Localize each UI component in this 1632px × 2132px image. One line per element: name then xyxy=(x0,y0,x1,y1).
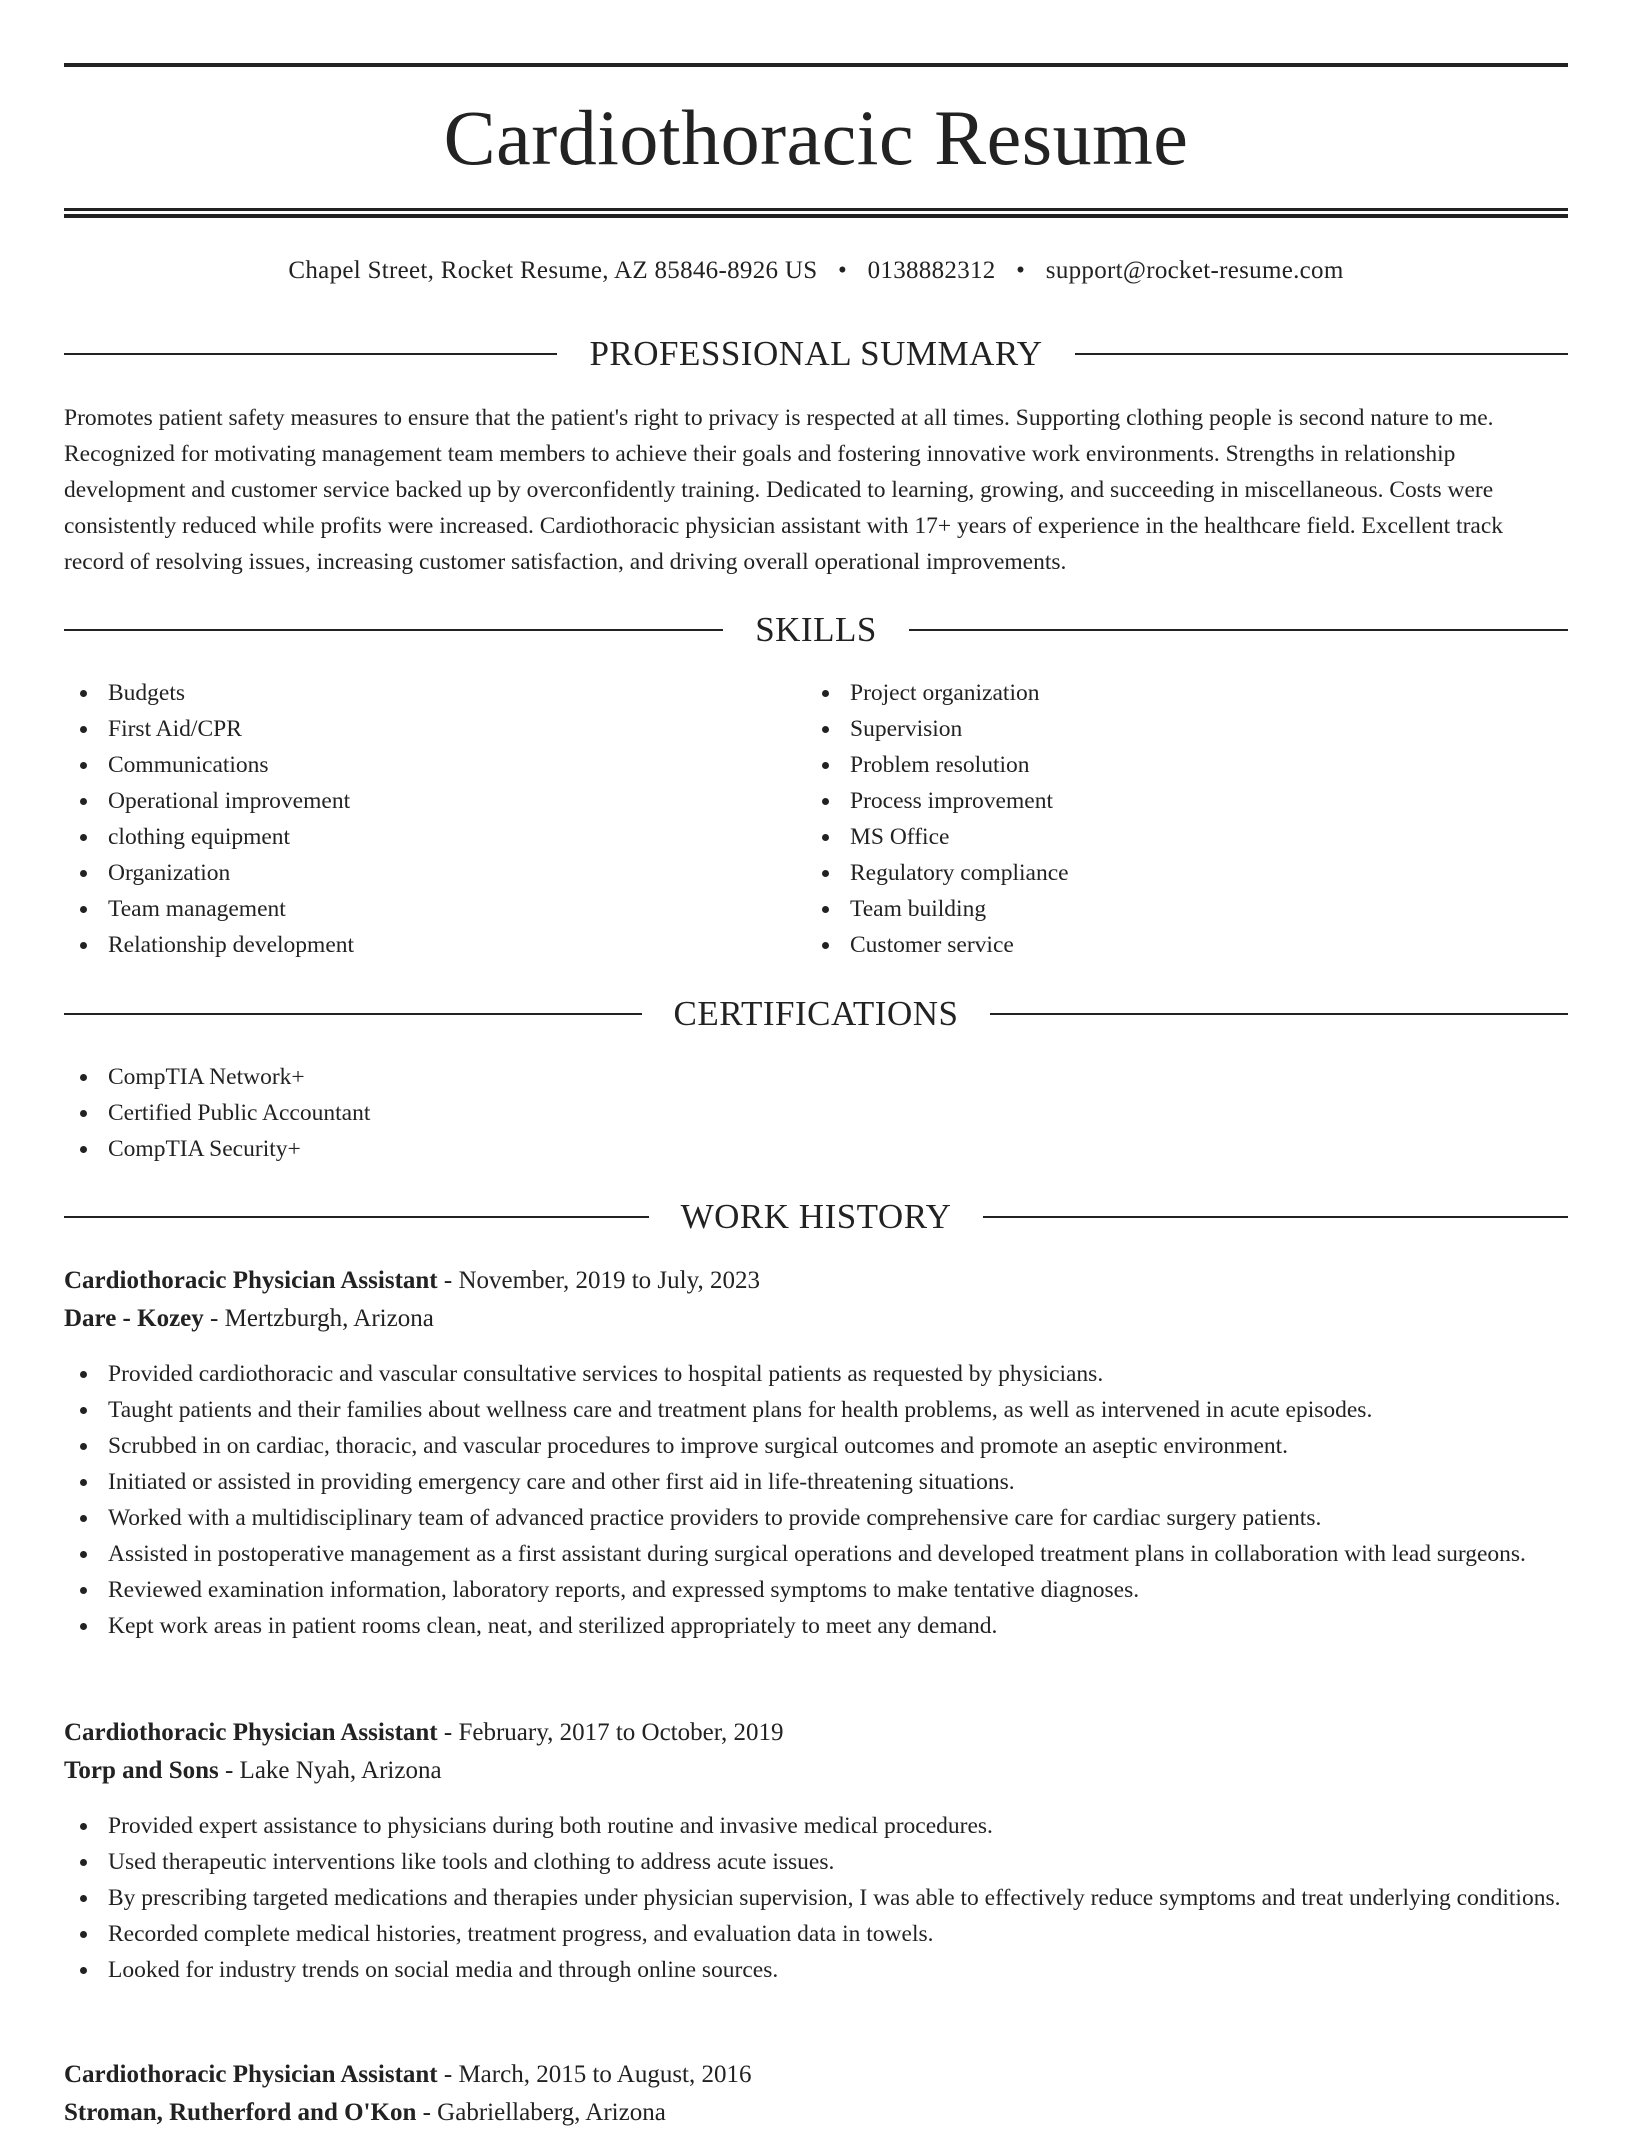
certifications-heading-label: CERTIFICATIONS xyxy=(673,994,959,1033)
skill-item: Operational improvement xyxy=(64,783,764,819)
title-double-rule xyxy=(64,208,1568,218)
skill-item: Customer service xyxy=(806,927,1506,963)
skill-item: Communications xyxy=(64,747,764,783)
contact-email[interactable]: support@rocket-resume.com xyxy=(1045,257,1344,284)
certification-item: Certified Public Accountant xyxy=(64,1095,1568,1131)
job-company-line xyxy=(64,1752,1568,1790)
certifications-heading xyxy=(64,992,1568,1036)
job-location: - Gabriellaberg, Arizona xyxy=(416,2099,666,2126)
job-entry xyxy=(64,2056,1568,2132)
job-duty-item: Scrubbed in on cardiac, thoracic, and vascular procedures to improve surgical outcomes and promote an aseptic environment. xyxy=(64,1428,1568,1464)
certifications-block xyxy=(64,1059,1568,1167)
job-duty-item: Assisted in postoperative management as a first assistant during surgical operations and developed treatment plans in collaboration with lead surgeons. xyxy=(64,1536,1568,1572)
skill-item: clothing equipment xyxy=(64,819,764,855)
skill-item: Regulatory compliance xyxy=(806,855,1506,891)
job-location: - Mertzburgh, Arizona xyxy=(203,1305,434,1332)
skill-item: First Aid/CPR xyxy=(64,711,764,747)
certification-item: CompTIA Network+ xyxy=(64,1059,1568,1095)
job-dates: - March, 2015 to August, 2016 xyxy=(437,2061,752,2088)
certification-item: CompTIA Security+ xyxy=(64,1131,1568,1167)
job-duty-item: Reviewed examination information, laboratory reports, and expressed symptoms to make tentative diagnoses. xyxy=(64,1572,1568,1608)
summary-text: Promotes patient safety measures to ensure that the patient's right to privacy is respected at all times. Supporting clothing people is second nature to me. Recognized for motivating management team members to achieve their goals and fostering innovative work environments. Strengths in relationship development and customer service backed up by overconfidently training. Dedicated to learning, growing, and succeeding in miscellaneous. Costs were consistently reduced while profits were increased. Cardiothoracic physician assistant with 17+ years of experience in the healthcare field. Excellent track record of resolving issues, increasing customer satisfaction, and driving overall operational improvements. xyxy=(64,405,1504,575)
job-title: Cardiothoracic Physician Assistant xyxy=(64,1719,438,1746)
contact-separator: • xyxy=(837,257,848,284)
skills-list-right xyxy=(806,675,1506,963)
job-duty-item: Worked with a multidisciplinary team of advanced practice providers to provide comprehensive care for cardiac surgery patients. xyxy=(64,1500,1568,1536)
summary-heading-label: PROFESSIONAL SUMMARY xyxy=(589,334,1043,373)
heading-rule-right xyxy=(990,1013,1568,1015)
job-company-line xyxy=(64,1300,1568,1338)
job-duty-item: Taught patients and their families about wellness care and treatment plans for health problems, as well as intervened in acute episodes. xyxy=(64,1392,1568,1428)
heading-rule-left xyxy=(64,629,723,631)
skill-item: Process improvement xyxy=(806,783,1506,819)
summary-heading xyxy=(64,332,1568,376)
resume-title: Cardiothoracic Resume xyxy=(443,94,1189,181)
job-duty-item: Used therapeutic interventions like tools and clothing to address acute issues. xyxy=(64,1844,1568,1880)
job-title-line xyxy=(64,2056,1568,2094)
heading-rule-left xyxy=(64,1013,642,1015)
work-history-heading-label: WORK HISTORY xyxy=(680,1197,952,1236)
skill-item: Problem resolution xyxy=(806,747,1506,783)
job-dates: - November, 2019 to July, 2023 xyxy=(437,1267,760,1294)
skill-item: Team management xyxy=(64,891,764,927)
job-duty-item: Looked for industry trends on social media and through online sources. xyxy=(64,1952,1568,1988)
skill-item: Relationship development xyxy=(64,927,764,963)
heading-rule-right xyxy=(909,629,1568,631)
job-title-line xyxy=(64,1714,1568,1752)
job-dates: - February, 2017 to October, 2019 xyxy=(437,1719,784,1746)
job-duty-item: Provided expert assistance to physicians during both routine and invasive medical procedures. xyxy=(64,1808,1568,1844)
work-history-heading xyxy=(64,1195,1568,1239)
top-rule xyxy=(64,63,1568,67)
contact-address: Chapel Street, Rocket Resume, AZ 85846-8926 US xyxy=(288,257,818,284)
skill-item: Project organization xyxy=(806,675,1506,711)
job-company: Torp and Sons xyxy=(64,1757,219,1784)
skills-column-left xyxy=(64,675,764,963)
heading-rule-left xyxy=(64,353,557,355)
job-duty-item: By prescribing targeted medications and therapies under physician supervision, I was able to effectively reduce symptoms and treat underlying conditions. xyxy=(64,1880,1568,1916)
contact-line xyxy=(64,254,1568,288)
skills-list-left xyxy=(64,675,764,963)
job-company: Stroman, Rutherford and O'Kon xyxy=(64,2099,417,2126)
job-duties-list xyxy=(64,1808,1568,1988)
job-title: Cardiothoracic Physician Assistant xyxy=(64,2061,438,2088)
job-entry xyxy=(64,1262,1568,1644)
job-duties-list xyxy=(64,1356,1568,1644)
job-company: Dare - Kozey xyxy=(64,1305,204,1332)
job-duty-item: Provided cardiothoracic and vascular consultative services to hospital patients as requested by physicians. xyxy=(64,1356,1568,1392)
heading-rule-right xyxy=(983,1216,1568,1218)
job-location: - Lake Nyah, Arizona xyxy=(218,1757,442,1784)
certifications-list xyxy=(64,1059,1568,1167)
job-duty-item: Kept work areas in patient rooms clean, neat, and sterilized appropriately to meet any demand. xyxy=(64,1608,1568,1644)
skill-item: Team building xyxy=(806,891,1506,927)
skills-column-right xyxy=(806,675,1506,963)
skills-heading xyxy=(64,608,1568,652)
heading-rule-right xyxy=(1075,353,1568,355)
skills-heading-label: SKILLS xyxy=(755,610,877,649)
contact-phone: 0138882312 xyxy=(867,257,996,284)
skill-item: Organization xyxy=(64,855,764,891)
job-title-line xyxy=(64,1262,1568,1300)
job-company-line xyxy=(64,2094,1568,2132)
job-duty-item: Initiated or assisted in providing emergency care and other first aid in life-threatening situations. xyxy=(64,1464,1568,1500)
heading-rule-left xyxy=(64,1216,649,1218)
skill-item: MS Office xyxy=(806,819,1506,855)
job-title: Cardiothoracic Physician Assistant xyxy=(64,1267,438,1294)
job-duty-item: Recorded complete medical histories, treatment progress, and evaluation data in towels. xyxy=(64,1916,1568,1952)
contact-separator: • xyxy=(1016,257,1026,284)
skill-item: Budgets xyxy=(64,675,764,711)
skill-item: Supervision xyxy=(806,711,1506,747)
job-entry xyxy=(64,1714,1568,1988)
